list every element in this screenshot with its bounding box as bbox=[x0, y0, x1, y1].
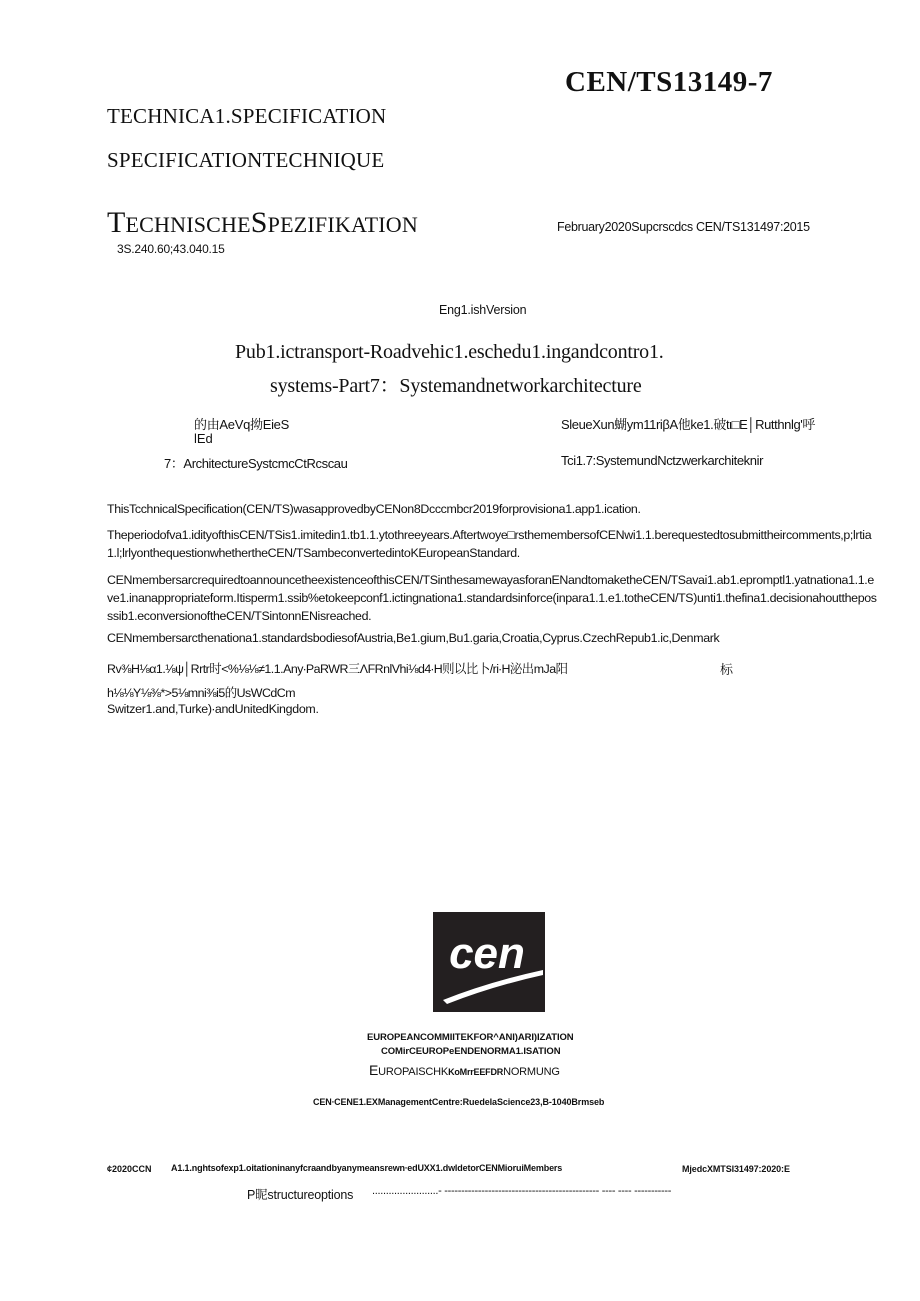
german-title-line-2: Tci1.7:SystemundNctzwerkarchiteknir bbox=[561, 453, 764, 468]
org-name-german-part-1: UROPAISCHK bbox=[378, 1066, 449, 1078]
toc-entry-label: P昵structureoptions bbox=[247, 1188, 354, 1202]
paragraph-validity: Theperiodofva1.idityofthisCEN/TSis1.imitedin1.tb1.1.ytothreeyears.Aftertwoye□rsthemembersofCENwi1.1.berequestedtosubmittheircomments,p;lrtia1.l;lrlyonthequestionwhethertheCEN/TSambeconvertedintoKEuropeanStandard. bbox=[107, 528, 872, 560]
title-english: TECHNICA1.SPECIFICATION bbox=[107, 104, 387, 128]
toc-entry-dots: ........................- ---------------------------------------------- ---- ---- ----------- bbox=[372, 1185, 672, 1197]
document-number: CEN/TS13149-7 bbox=[565, 66, 773, 98]
french-title-line-1: 的由AeVq拗EieS bbox=[194, 417, 289, 432]
org-name-german bbox=[369, 1062, 560, 1078]
footer-rights: A1.1.nghtsofexp1.oitationinanyfcraandbyanymeansrewn∙edUXX1.dwldetorCENMioruiMembers bbox=[171, 1163, 563, 1173]
title-german-rest-2: PEZIFIKATION bbox=[267, 212, 418, 237]
org-name-english: EUROPEANCOMMIITEKFOR^ANI)ARI)IZATION bbox=[367, 1032, 574, 1043]
title-german-rest-1: ECHNISCHE bbox=[125, 212, 251, 237]
cen-logo-text: cen bbox=[449, 929, 525, 978]
french-title-line-2: lEd bbox=[194, 431, 213, 446]
title-german-initial-s: S bbox=[250, 206, 268, 239]
ics-codes: 3S.240.60;43.040.15 bbox=[117, 242, 225, 256]
paragraph-members-garbled-line-2: h⅛⅛Y⅛⅜*>5⅛mni⅜i5的UsWCdCm bbox=[107, 686, 296, 700]
main-title-line-2: systems-Part7：Systemandnetworkarchitecture bbox=[270, 375, 642, 397]
date-supersedes: February2020Supcrscdcs CEN/TS131497:2015 bbox=[557, 220, 810, 234]
org-name-german-part-2: KoMrrEEFDR bbox=[448, 1067, 504, 1077]
paragraph-announcement: CENmembersarcrequiredtoannouncetheexistenceofthisCEN/TSinthesamewayasforanENandtomaketheCEN/TSavai1.ab1.epromptl1.yatnationa1.1.eve1.inanappropriateform.Itisperm1.ssib%etokeepconf1.ictingnationa1.standardsinforce(inpara1.1.e1.totheCEN/TS)unti1.thefina1.decisionahouttheposssib1.econversionoftheCEN/TSintonnENisreached. bbox=[107, 573, 877, 623]
management-centre-address: CEN∙CENE1.EXManagementCentre:RuedelaScience23,B-1040Brmseb bbox=[313, 1097, 605, 1107]
paragraph-members-line-3: Switzer1.and,Turke)∙andUnitedKingdom. bbox=[107, 702, 319, 716]
cen-logo-graphic bbox=[433, 912, 545, 1012]
paragraph-members-garbled-char: 标 bbox=[720, 662, 734, 677]
cen-logo bbox=[433, 912, 545, 1012]
main-title-line-1: Pub1.ictransport-Roadvehic1.eschedu1.ingandcontro1. bbox=[235, 341, 664, 363]
title-german-initial-t: T bbox=[107, 206, 126, 239]
footer-copyright: ¢2020CCN bbox=[107, 1164, 152, 1174]
german-title-line-1: SleueXun蝴ym11riβA他ke1.破tι□E│Rutthnlg'呼 bbox=[561, 417, 815, 432]
french-title-line-3: 7：ArchitectureSystcmcCtRcscau bbox=[164, 456, 348, 471]
footer-reference: MjedcXMTSl31497:2020:E bbox=[682, 1164, 790, 1174]
paragraph-approval: ThisTcchnicalSpecification(CEN/TS)wasapprovedbyCENon8Dcccmbcr2019forprovisiona1.app1.ication. bbox=[107, 502, 641, 516]
paragraph-members: CENmembersarcthenationa1.standardsbodiesofAustria,Be1.gium,Bu1.garia,Croatia,Cyprus.CzechRepub1.ic,Denmark bbox=[107, 631, 720, 645]
title-german bbox=[107, 206, 418, 240]
paragraph-members-garbled-line-1: Rv⅜H⅛α1.⅛ψ│Rrtr时<%⅛⅛≠1.1.Any∙PaRWR三ΛFRnlVhi⅛d4∙H则以比卜/ri∙H泌出mJa阳 bbox=[107, 662, 568, 676]
language-version: Eng1.ishVersion bbox=[439, 303, 527, 317]
org-name-german-part-3: NORMUNG bbox=[503, 1066, 560, 1078]
org-name-german-initial: E bbox=[369, 1062, 379, 1078]
org-name-french: COMirCEUROPeENDENORMA1.ISATION bbox=[381, 1046, 561, 1057]
title-french: SPECIFICATIONTECHNIQUE bbox=[107, 148, 385, 172]
